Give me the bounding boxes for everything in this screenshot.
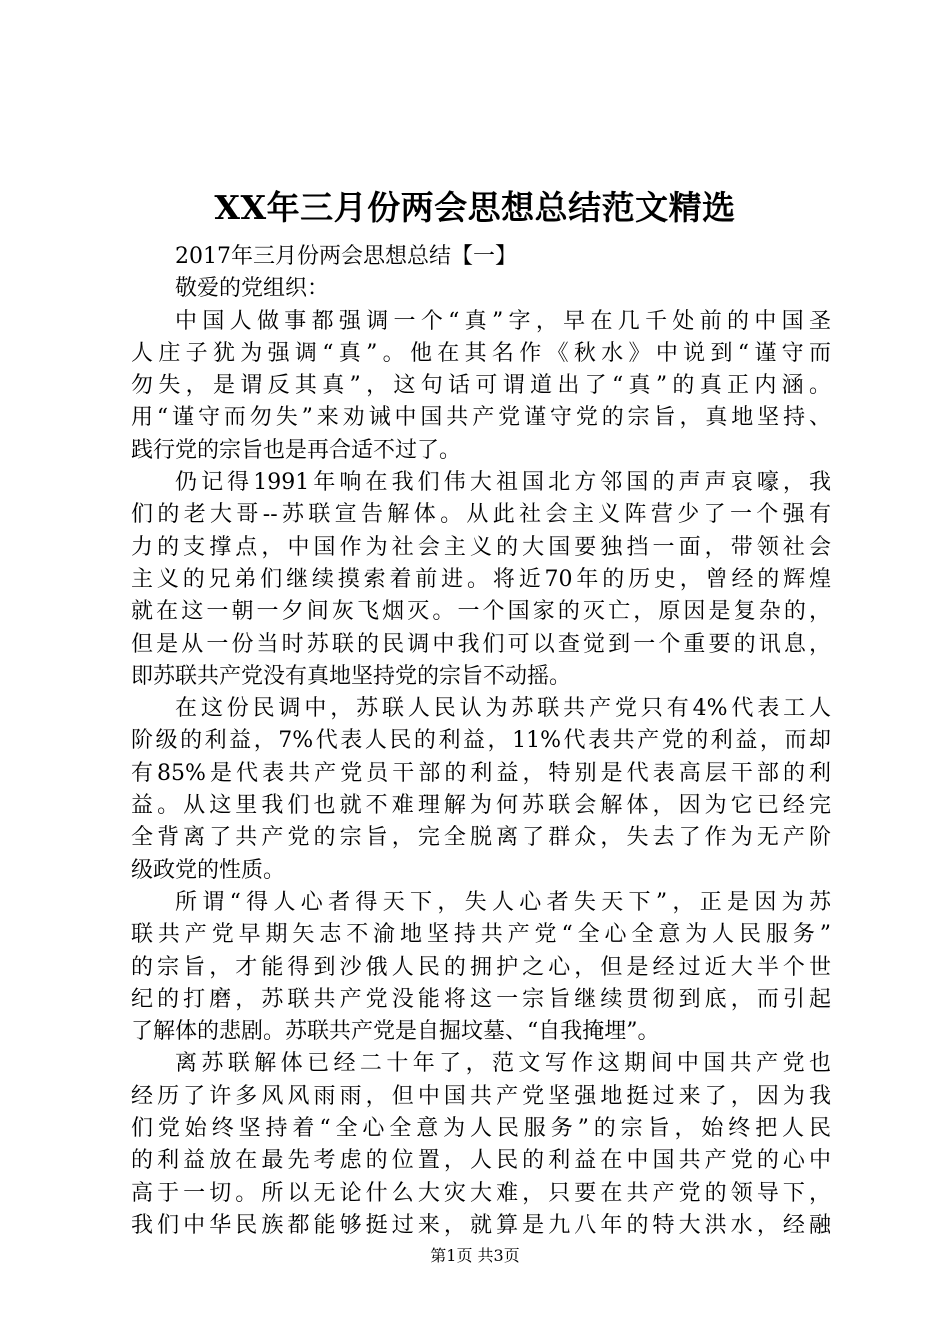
body-line: 的宗旨，才能得到沙俄人民的拥护之心，但是经过近大半个世 <box>131 954 831 980</box>
body-line: 人庄子犹为强调“真”。他在其名作《秋水》中说到“谨守而 <box>131 340 831 366</box>
body-line: 仍记得1991年响在我们伟大祖国北方邻国的声声哀嚎，我 <box>175 470 831 496</box>
body-line: 全背离了共产党的宗旨，完全脱离了群众，失去了作为无产阶 <box>131 825 831 851</box>
body-line: 力的支撑点，中国作为社会主义的大国要独挡一面，带领社会 <box>131 534 831 560</box>
body-line: 经历了许多风风雨雨，但中国共产党坚强地挺过来了，因为我 <box>131 1083 831 1109</box>
body-line: 主义的兄弟们继续摸索着前进。将近70年的历史，曾经的辉煌 <box>131 566 831 592</box>
body-paragraphs <box>131 306 831 1243</box>
body-line: 阶级的利益，7%代表人民的利益，11%代表共产党的利益，而却 <box>131 728 831 754</box>
page-indicator: 第1页 共3页 <box>430 1246 520 1265</box>
body-line: 在这份民调中，苏联人民认为苏联共产党只有4%代表工人 <box>175 696 831 722</box>
body-line: 中国人做事都强调一个“真”字，早在几千处前的中国圣 <box>175 308 831 334</box>
body-line: 联共产党早期矢志不渝地坚持共产党“全心全意为人民服务” <box>131 922 831 948</box>
document-subtitle: 2017年三月份两会思想总结【一】 <box>175 244 517 269</box>
body-line: 但是从一份当时苏联的民调中我们可以查觉到一个重要的讯息， <box>131 631 831 657</box>
document-title: XX年三月份两会思想总结范文精选 <box>214 188 736 227</box>
body-line: 离苏联解体已经二十年了，范文写作这期间中国共产党也 <box>175 1051 831 1077</box>
body-line: 的利益放在最先考虑的位置，人民的利益在中国共产党的心中 <box>131 1148 831 1174</box>
body-line: 所谓“得人心者得天下，失人心者失天下”，正是因为苏 <box>175 889 831 915</box>
body-line: 高于一切。所以无论什么大灾大难，只要在共产党的领导下， <box>131 1180 831 1206</box>
body-line: 勿失，是谓反其真”，这句话可谓道出了“真”的真正内涵。 <box>131 373 831 399</box>
body-line: 级政党的性质。 <box>131 857 286 883</box>
body-line: 我们中华民族都能够挺过来，就算是九八年的特大洪水，经融 <box>131 1212 831 1238</box>
body-line: 纪的打磨，苏联共产党没能将这一宗旨继续贯彻到底，而引起 <box>131 986 831 1012</box>
document-body <box>131 241 831 1242</box>
body-line: 们党始终坚持着“全心全意为人民服务”的宗旨，始终把人民 <box>131 1116 831 1142</box>
body-line: 即苏联共产党没有真地坚持党的宗旨不动摇。 <box>131 663 572 689</box>
body-line: 有85%是代表共产党员干部的利益，特别是代表高层干部的利 <box>131 760 831 786</box>
body-line: 就在这一朝一夕间灰飞烟灭。一个国家的灭亡，原因是复杂的， <box>131 599 831 625</box>
body-line: 益。从这里我们也就不难理解为何苏联会解体，因为它已经完 <box>131 793 831 819</box>
body-line: 用“谨守而勿失”来劝诫中国共产党谨守党的宗旨，真地坚持、 <box>131 405 831 431</box>
body-line: 们的老大哥--苏联宣告解体。从此社会主义阵营少了一个强有 <box>131 502 831 528</box>
body-line: 践行党的宗旨也是再合适不过了。 <box>131 437 462 463</box>
body-line: 了解体的悲剧。苏联共产党是自掘坟墓、“自我掩埋”。 <box>131 1019 660 1045</box>
salutation: 敬爱的党组织： <box>175 276 330 302</box>
